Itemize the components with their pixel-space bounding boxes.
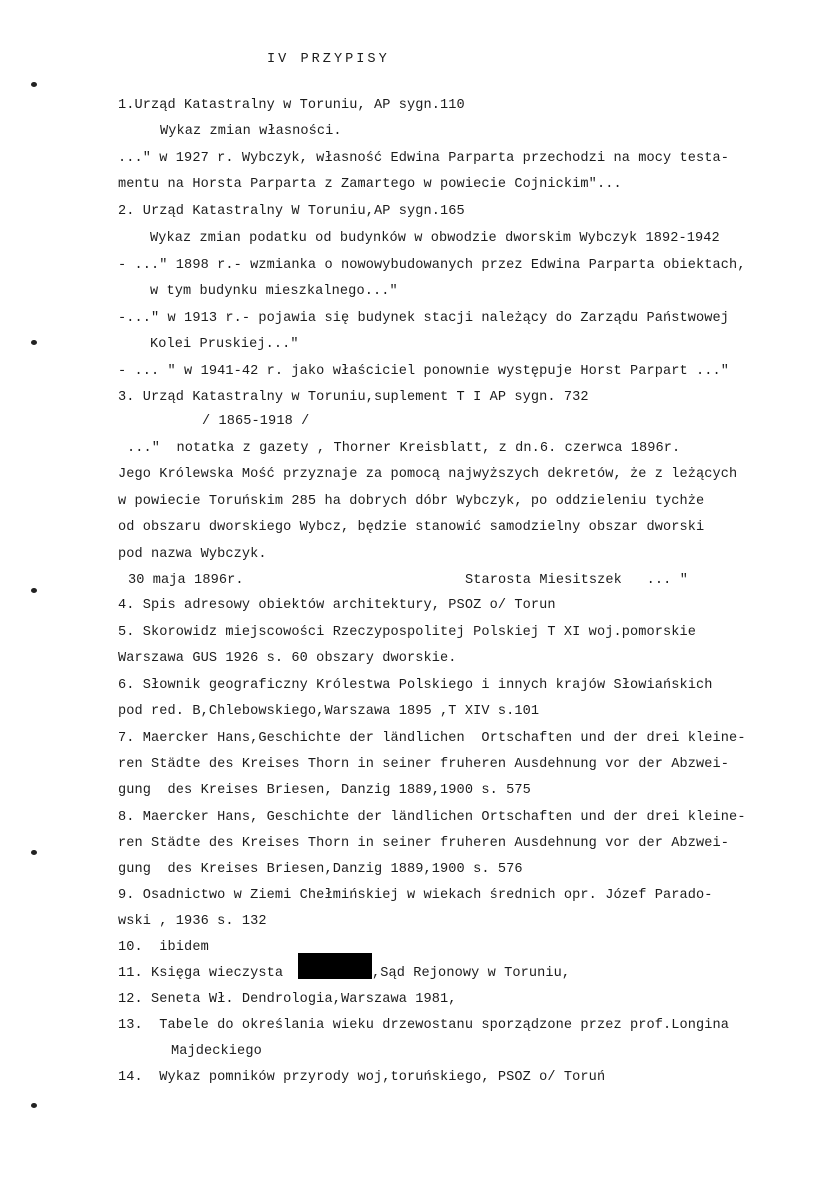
line-3: ..." w 1927 r. Wybczyk, własność Edwina Parparta przechodzi na mocy testa- [118,151,730,166]
line-6: Wykaz zmian podatku od budynków w obwodzie dworskim Wybczyk 1892-1942 [150,231,720,246]
line-23: 6. Słownik geograficzny Królestwa Polskiego i innych krajów Słowiańskich [118,678,713,693]
line-38: 14. Wykaz pomników przyrody woj,toruńskiego, PSOZ o/ Toruń [118,1070,606,1085]
line-12: 3. Urząd Katastralny w Toruniu,suplement T I AP sygn. 732 [118,390,589,405]
line-9: -..." w 1913 r.- pojawia się budynek stacji należący do Zarządu Państwowej [118,311,730,326]
punch-mark [31,588,37,593]
line-20: 4. Spis adresowy obiektów architektury, PSOZ o/ Torun [118,598,556,613]
line-22: Warszawa GUS 1926 s. 60 obszary dworskie. [118,651,457,666]
line-7: - ..." 1898 r.- wzmianka o nowowybudowanych przez Edwina Parparta obiektach, [118,258,746,273]
punch-mark [31,1103,37,1108]
line-10: Kolei Pruskiej..." [150,337,299,352]
line-15: Jego Królewska Mość przyznaje za pomocą najwyższych dekretów, że z leżących [118,467,738,482]
line-14: ..." notatka z gazety , Thorner Kreisblatt, z dn.6. czerwca 1896r. [127,441,681,456]
line-30: gung des Kreises Briesen,Danzig 1889,1900 s. 576 [118,862,523,877]
line-8: w tym budynku mieszkalnego..." [150,284,398,299]
line-36: 13. Tabele do określania wieku drzewostanu sporządzone przez prof.Longina [118,1018,730,1033]
line-1: 1.Urząd Katastralny w Toruniu, AP sygn.110 [118,98,465,113]
line-25: 7. Maercker Hans,Geschichte der ländlichen Ortschaften und der drei kleine- [118,731,746,746]
line-16: w powiecie Toruńskim 285 ha dobrych dóbr Wybczyk, po oddzieleniu tychże [118,494,705,509]
line-2: Wykaz zmian własności. [160,124,342,139]
line-34b: ,Sąd Rejonowy w Toruniu, [372,966,571,981]
line-27: gung des Kreises Briesen, Danzig 1889,1900 s. 575 [118,783,531,798]
line-13: / 1865-1918 / [202,414,310,429]
line-34a: 11. Księga wieczysta [118,966,284,981]
line-37: Majdeckiego [171,1044,262,1059]
punch-mark [31,850,37,855]
line-18: pod nazwa Wybczyk. [118,547,267,562]
date-line: 30 maja 1896r. [128,573,244,588]
punch-mark [31,340,37,345]
page-title: IV PRZYPISY [267,52,390,67]
redaction-box [298,953,372,979]
punch-mark [31,82,37,87]
line-11: - ... " w 1941-42 r. jako właściciel ponownie występuje Horst Parpart ..." [118,364,730,379]
line-31: 9. Osadnictwo w Ziemi Chełmińskiej w wiekach średnich opr. Józef Parado- [118,888,713,903]
line-5: 2. Urząd Katastralny W Toruniu,AP sygn.165 [118,204,465,219]
line-33: 10. ibidem [118,940,209,955]
line-24: pod red. B,Chlebowskiego,Warszawa 1895 ,T XIV s.101 [118,704,540,719]
line-21: 5. Skorowidz miejscowości Rzeczypospolitej Polskiej T XI woj.pomorskie [118,625,697,640]
line-28: 8. Maercker Hans, Geschichte der ländlichen Ortschaften und der drei kleine- [118,810,746,825]
signature-line: Starosta Miesitszek ... " [465,573,688,588]
line-17: od obszaru dworskiego Wybcz, będzie stanowić samodzielny obszar dworski [118,520,705,535]
line-35: 12. Seneta Wł. Dendrologia,Warszawa 1981, [118,992,457,1007]
line-32: wski , 1936 s. 132 [118,914,267,929]
line-29: ren Städte des Kreises Thorn in seiner fruheren Ausdehnung vor der Abzwei- [118,836,730,851]
line-26: ren Städte des Kreises Thorn in seiner fruheren Ausdehnung vor der Abzwei- [118,757,730,772]
line-4: mentu na Horsta Parparta z Zamartego w powiecie Cojnickim"... [118,177,622,192]
